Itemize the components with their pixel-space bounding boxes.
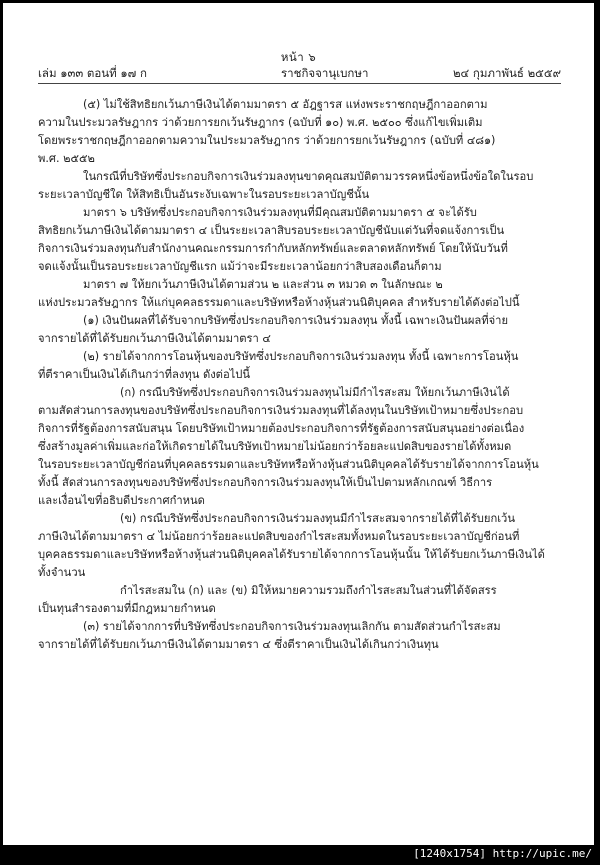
text-line: แห่งประมวลรัษฎากร ให้แก่บุคคลธรรมดาและบริษัทหรือห้างหุ้นส่วนนิติบุคคล สำหรับรายได้ดังต่อไปนี้ xyxy=(38,296,520,309)
section-heading-6: มาตรา ๖ บริษัทซึ่งประกอบกิจการเงินร่วมลงทุนที่มีคุณสมบัติตามมาตรา ๕ จะได้รับ xyxy=(83,206,477,219)
gazette-title: ราชกิจจานุเบกษา xyxy=(281,66,369,80)
text-line: ระยะเวลาบัญชีใด ให้สิทธิเป็นอันระงับเฉพาะในรอบระยะเวลาบัญชีนั้น xyxy=(38,188,370,201)
text-line: ในกรณีที่บริษัทซึ่งประกอบกิจการเงินร่วมลงทุนขาดคุณสมบัติตามวรรคหนึ่งข้อหนึ่งข้อใดในรอบ xyxy=(83,170,534,183)
text-line: (๒) รายได้จากการโอนหุ้นของบริษัทซึ่งประกอบกิจการเงินร่วมลงทุน ทั้งนี้ เฉพาะการโอนหุ้น xyxy=(83,350,519,363)
text-line: โดยพระราชกฤษฎีกาออกตามความในประมวลรัษฎากร ว่าด้วยการยกเว้นรัษฎากร (ฉบับที่ ๔๘๑) xyxy=(38,134,496,147)
section-heading-7: มาตรา ๗ ให้ยกเว้นภาษีเงินได้ตามส่วน ๒ และส่วน ๓ หมวด ๓ ในลักษณะ ๒ xyxy=(83,278,443,291)
text-line: และเงื่อนไขที่อธิบดีประกาศกำหนด xyxy=(38,494,205,507)
text-line: (ข) กรณีบริษัทซึ่งประกอบกิจการเงินร่วมลงทุนมีกำไรสะสมจากรายได้ที่ได้รับยกเว้น xyxy=(120,512,515,525)
text-line: ความในประมวลรัษฎากร ว่าด้วยการยกเว้นรัษฎากร (ฉบับที่ ๑๐) พ.ศ. ๒๕๐๐ ซึ่งแก้ไขเพิ่มเติม xyxy=(38,116,483,129)
text-line: เป็นทุนสำรองตามที่มีกฎหมายกำหนด xyxy=(38,602,216,615)
text-line: บุคคลธรรมดาและบริษัทหรือห้างหุ้นส่วนนิติบุคคลได้รับรายได้จากการโอนหุ้นนั้น ให้ได้รับยกเว้นภาษีเงินได้ xyxy=(38,548,545,561)
text-line: จดแจ้งนั้นเป็นรอบระยะเวลาบัญชีแรก แม้ว่าจะมีระยะเวลาน้อยกว่าสิบสองเดือนก็ตาม xyxy=(38,260,442,273)
text-line: ภาษีเงินได้ตามมาตรา ๔ ไม่น้อยกว่าร้อยละแปดสิบของกำไรสะสมทั้งหมดในรอบระยะเวลาบัญชีก่อนที่ xyxy=(38,530,520,543)
volume-issue: เล่ม ๑๓๓ ตอนที่ ๑๗ ก xyxy=(38,66,147,80)
document-page xyxy=(3,3,594,845)
document-body xyxy=(38,96,561,654)
text-line: สิทธิยกเว้นภาษีเงินได้ตามมาตรา ๔ เป็นระยะเวลาสิบรอบระยะเวลาบัญชีนับแต่วันที่จดแจ้งการเป็น xyxy=(38,224,505,237)
text-line: (๑) เงินปันผลที่ได้รับจากบริษัทซึ่งประกอบกิจการเงินร่วมลงทุน ทั้งนี้ เฉพาะเงินปันผลที่จ่าย xyxy=(83,314,508,327)
text-line: ซึ่งสร้างมูลค่าเพิ่มและก่อให้เกิดรายได้ในบริษัทเป้าหมายไม่น้อยกว่าร้อยละแปดสิบของรายได้ทั้งหมด xyxy=(38,440,512,453)
text-line: จากรายได้ที่ได้รับยกเว้นภาษีเงินได้ตามมาตรา ๔ xyxy=(38,332,271,345)
text-line: (ก) กรณีบริษัทซึ่งประกอบกิจการเงินร่วมลงทุนไม่มีกำไรสะสม ให้ยกเว้นภาษีเงินได้ xyxy=(120,386,510,399)
watermark-text: [1240x1754] http://upic.me/ xyxy=(413,847,592,860)
publication-date: ๒๔ กุมภาพันธ์ ๒๕๕๙ xyxy=(452,66,561,80)
text-line: ตามสัดส่วนการลงทุนของบริษัทซึ่งประกอบกิจการเงินร่วมลงทุนที่ได้ลงทุนในบริษัทเป้าหมายซึ่งประกอบ xyxy=(38,404,524,417)
text-line: (๕) ไม่ใช้สิทธิยกเว้นภาษีเงินได้ตามมาตรา ๕ อัฎฐารส แห่งพระราชกฤษฎีกาออกตาม xyxy=(83,98,488,111)
text-line: กำไรสะสมใน (ก) และ (ข) มิให้หมายความรวมถึงกำไรสะสมในส่วนที่ได้จัดสรร xyxy=(120,584,497,597)
text-line: ทั้งจำนวน xyxy=(38,566,86,579)
text-line: พ.ศ. ๒๕๕๒ xyxy=(38,152,95,165)
text-line: ที่ตีราคาเป็นเงินได้เกินกว่าที่ลงทุน ดังต่อไปนี้ xyxy=(38,368,251,381)
text-line: กิจการที่รัฐต้องการสนับสนุน โดยบริษัทเป้าหมายต้องประกอบกิจการที่รัฐต้องการสนับสนุนอย่างต่อเนื่อง xyxy=(38,422,525,435)
gazette-header xyxy=(38,65,561,84)
text-line: ทั้งนี้ สัดส่วนการลงทุนของบริษัทซึ่งประกอบกิจการเงินร่วมลงทุนให้เป็นไปตามหลักเกณฑ์ วิธีการ xyxy=(38,476,493,489)
text-line: ในรอบระยะเวลาบัญชีก่อนที่บุคคลธรรมดาและบริษัทหรือห้างหุ้นส่วนนิติบุคคลได้รับรายได้จากการโอนหุ้น xyxy=(38,458,539,471)
text-line: (๓) รายได้จากการที่บริษัทซึ่งประกอบกิจการเงินร่วมลงทุนเลิกกัน ตามสัดส่วนกำไรสะสม xyxy=(83,620,501,633)
page-number: หน้า ๖ xyxy=(280,50,317,64)
text-line: จากรายได้ที่ได้รับยกเว้นภาษีเงินได้ตามมาตรา ๔ ซึ่งตีราคาเป็นเงินได้เกินกว่าเงินทุน xyxy=(38,638,439,651)
image-footer-bar xyxy=(0,845,600,865)
text-line: กิจการเงินร่วมลงทุนกับสำนักงานคณะกรรมการกำกับหลักทรัพย์และตลาดหลักทรัพย์ โดยให้นับวันที่ xyxy=(38,242,508,255)
